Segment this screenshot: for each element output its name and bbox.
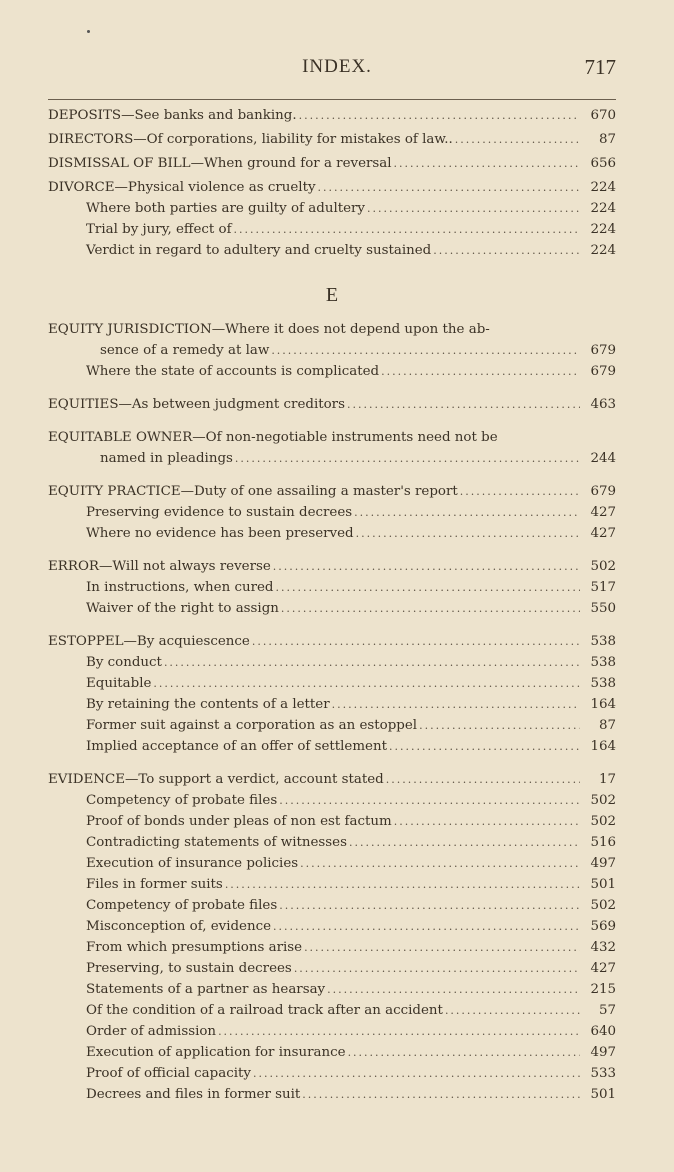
dot-leader (218, 1025, 580, 1038)
index-entry-line (48, 322, 616, 343)
index-entry (48, 634, 616, 760)
index-subentry (48, 919, 616, 940)
dot-leader (299, 109, 580, 122)
dot-leader (347, 398, 580, 411)
index-subentry (48, 676, 616, 697)
index-entries (48, 108, 616, 1108)
index-entry (48, 772, 616, 1108)
dot-leader (332, 698, 580, 711)
page-reference: 502 (590, 814, 616, 829)
entry-text: Where no evidence has been preserved (86, 526, 354, 541)
entry-text: By retaining the contents of a letter (86, 697, 330, 712)
entry-text: EQUITABLE OWNER—Of non-negotiable instruments need not be (48, 430, 498, 445)
index-subentry (48, 877, 616, 898)
index-subentry (48, 222, 616, 243)
index-subentry (48, 814, 616, 835)
page-reference: 501 (590, 1087, 616, 1102)
header-rule (48, 99, 616, 100)
index-subentry (48, 655, 616, 676)
page-reference: 224 (590, 243, 616, 258)
dot-leader (394, 157, 580, 170)
index-entry-line (48, 156, 616, 177)
index-entry-line (48, 180, 616, 201)
dot-leader (304, 941, 580, 954)
dot-leader (281, 602, 580, 615)
index-subentry (48, 364, 616, 385)
dot-leader (273, 920, 580, 933)
entry-text: DIVORCE—Physical violence as cruelty (48, 180, 316, 195)
dot-leader (153, 677, 580, 690)
dot-leader (279, 899, 580, 912)
index-entry-line (48, 484, 616, 505)
entry-text: Where the state of accounts is complicated (86, 364, 380, 379)
dot-leader (348, 1046, 580, 1059)
entry-text: Competency of probate files (86, 793, 278, 808)
running-head-title: INDEX. (302, 56, 372, 77)
page-reference: 427 (590, 526, 616, 541)
index-subentry (48, 940, 616, 961)
index-subentry (48, 201, 616, 222)
page-reference: 57 (598, 1003, 616, 1018)
dot-leader (455, 133, 580, 146)
page-reference: 427 (590, 505, 616, 520)
index-subentry (48, 739, 616, 760)
dot-leader (234, 223, 580, 236)
page-reference: 533 (590, 1066, 616, 1081)
index-entry-line (48, 397, 616, 418)
entry-text: Order of admission (86, 1024, 217, 1039)
dot-leader (367, 202, 580, 215)
page-reference: 502 (590, 559, 616, 574)
entry-text: DISMISSAL OF BILL—When ground for a reversal (48, 156, 392, 171)
entry-text: Preserving, to sustain decrees (86, 961, 292, 976)
entry-text: Proof of bonds under pleas of non est factum (86, 814, 392, 829)
entry-text: Preserving evidence to sustain decrees (86, 505, 353, 520)
page-reference: 538 (590, 676, 616, 691)
page-reference: 679 (590, 484, 616, 499)
entry-text: EVIDENCE—To support a verdict, account stated (48, 772, 384, 787)
page-reference: 463 (590, 397, 616, 412)
entry-text: Execution of insurance policies (86, 856, 299, 871)
entry-text: Statements of a partner as hearsay (86, 982, 326, 997)
page-number: 717 (584, 55, 616, 79)
page-reference: 244 (590, 451, 616, 466)
dot-leader (302, 1088, 580, 1101)
entry-text: Execution of application for insurance (86, 1045, 346, 1060)
index-entry (48, 430, 616, 472)
page-reference: 164 (590, 739, 616, 754)
ink-speck (87, 30, 90, 33)
dot-leader (279, 794, 580, 807)
index-entry (48, 180, 616, 264)
entry-text: Of the condition of a railroad track after an accident (86, 1003, 443, 1018)
dot-leader (300, 857, 580, 870)
dot-leader (354, 506, 580, 519)
page-reference: 432 (590, 940, 616, 955)
page-reference: 87 (598, 132, 616, 147)
index-entry-line (48, 634, 616, 655)
index-subentry (48, 1003, 616, 1024)
index-subentry (48, 580, 616, 601)
entry-text: Competency of probate files (86, 898, 278, 913)
page-reference: 679 (590, 343, 616, 358)
dot-leader (252, 635, 580, 648)
entry-text: Equitable (86, 676, 152, 691)
dot-leader (394, 815, 580, 828)
section-letter: E (325, 284, 339, 306)
dot-leader (318, 181, 580, 194)
page-reference: 656 (590, 156, 616, 171)
page-reference: 538 (590, 634, 616, 649)
index-subentry (48, 1024, 616, 1045)
page-reference: 87 (598, 718, 616, 733)
entry-text: ESTOPPEL—By acquiescence (48, 634, 250, 649)
index-entry (48, 559, 616, 622)
page-reference: 224 (590, 222, 616, 237)
dot-leader (253, 1067, 580, 1080)
index-subentry (48, 1045, 616, 1066)
page-reference: 501 (590, 877, 616, 892)
index-subentry (48, 1066, 616, 1087)
index-subentry (48, 982, 616, 1003)
page-reference: 679 (590, 364, 616, 379)
entry-text: EQUITY PRACTICE—Duty of one assailing a master's report (48, 484, 458, 499)
entry-text: Files in former suits (86, 877, 223, 892)
dot-leader (356, 527, 580, 540)
entry-text: Implied acceptance of an offer of settlement (86, 739, 387, 754)
page-reference: 569 (590, 919, 616, 934)
entry-text: Verdict in regard to adultery and cruelty sustained (86, 243, 432, 258)
page-reference: 670 (590, 108, 616, 123)
dot-leader (294, 962, 580, 975)
dot-leader (445, 1004, 580, 1017)
index-subentry (48, 856, 616, 877)
page-reference: 497 (590, 1045, 616, 1060)
index-entry-line (48, 343, 616, 364)
page-reference: 502 (590, 793, 616, 808)
dot-leader (327, 983, 580, 996)
index-entry (48, 484, 616, 547)
dot-leader (381, 365, 580, 378)
index-subentry (48, 835, 616, 856)
entry-text: Waiver of the right to assign (86, 601, 279, 616)
page-reference: 17 (598, 772, 616, 787)
index-subentry (48, 243, 616, 264)
entry-text: sence of a remedy at law (100, 343, 270, 358)
entry-text: Decrees and files in former suit (86, 1087, 301, 1102)
page-reference: 224 (590, 201, 616, 216)
index-entry (48, 397, 616, 418)
index-entry-line (48, 559, 616, 580)
index-subentry (48, 505, 616, 526)
entry-text: Proof of official capacity (86, 1066, 251, 1081)
entry-text: Where both parties are guilty of adultery (86, 201, 365, 216)
entry-text: DEPOSITS—See banks and banking. (48, 108, 297, 123)
entry-text: EQUITY JURISDICTION—Where it does not depend upon the ab- (48, 322, 490, 337)
index-entry-line (48, 108, 616, 129)
page-reference: 550 (590, 601, 616, 616)
dot-leader (164, 656, 580, 669)
page-reference: 502 (590, 898, 616, 913)
entry-text: DIRECTORS—Of corporations, liability for mistakes of law.. (48, 132, 453, 147)
index-entry-line (48, 132, 616, 153)
dot-leader (235, 452, 580, 465)
index-entry-line (48, 430, 616, 451)
page-reference: 215 (590, 982, 616, 997)
page-reference: 516 (590, 835, 616, 850)
entry-text: By conduct (86, 655, 162, 670)
dot-leader (419, 719, 580, 732)
index-subentry (48, 601, 616, 622)
index-subentry (48, 718, 616, 739)
entry-text: Contradicting statements of witnesses (86, 835, 347, 850)
dot-leader (225, 878, 580, 891)
page-reference: 164 (590, 697, 616, 712)
entry-text: Misconception of, evidence (86, 919, 272, 934)
entry-text: Trial by jury, effect of (86, 222, 232, 237)
entry-text: EQUITIES—As between judgment creditors (48, 397, 345, 412)
entry-text: named in pleadings (100, 451, 233, 466)
index-entry-line (48, 451, 616, 472)
entry-text: ERROR—Will not always reverse (48, 559, 271, 574)
page-reference: 497 (590, 856, 616, 871)
index-entry (48, 108, 616, 129)
page-reference: 427 (590, 961, 616, 976)
index-subentry (48, 526, 616, 547)
page-reference: 517 (590, 580, 616, 595)
entry-text: Former suit against a corporation as an estoppel (86, 718, 418, 733)
dot-leader (349, 836, 580, 849)
dot-leader (460, 485, 580, 498)
index-subentry (48, 961, 616, 982)
index-entry (48, 132, 616, 153)
index-subentry (48, 1087, 616, 1108)
dot-leader (271, 344, 580, 357)
index-entry-line (48, 772, 616, 793)
index-subentry (48, 793, 616, 814)
index-entry (48, 322, 616, 385)
dot-leader (389, 740, 580, 753)
dot-leader (273, 560, 580, 573)
page-reference: 538 (590, 655, 616, 670)
dot-leader (433, 244, 580, 257)
dot-leader (276, 581, 580, 594)
entry-text: From which presumptions arise (86, 940, 303, 955)
page-reference: 224 (590, 180, 616, 195)
entry-text: In instructions, when cured (86, 580, 274, 595)
dot-leader (386, 773, 580, 786)
index-entry (48, 156, 616, 177)
page-reference: 640 (590, 1024, 616, 1039)
index-subentry (48, 898, 616, 919)
index-subentry (48, 697, 616, 718)
